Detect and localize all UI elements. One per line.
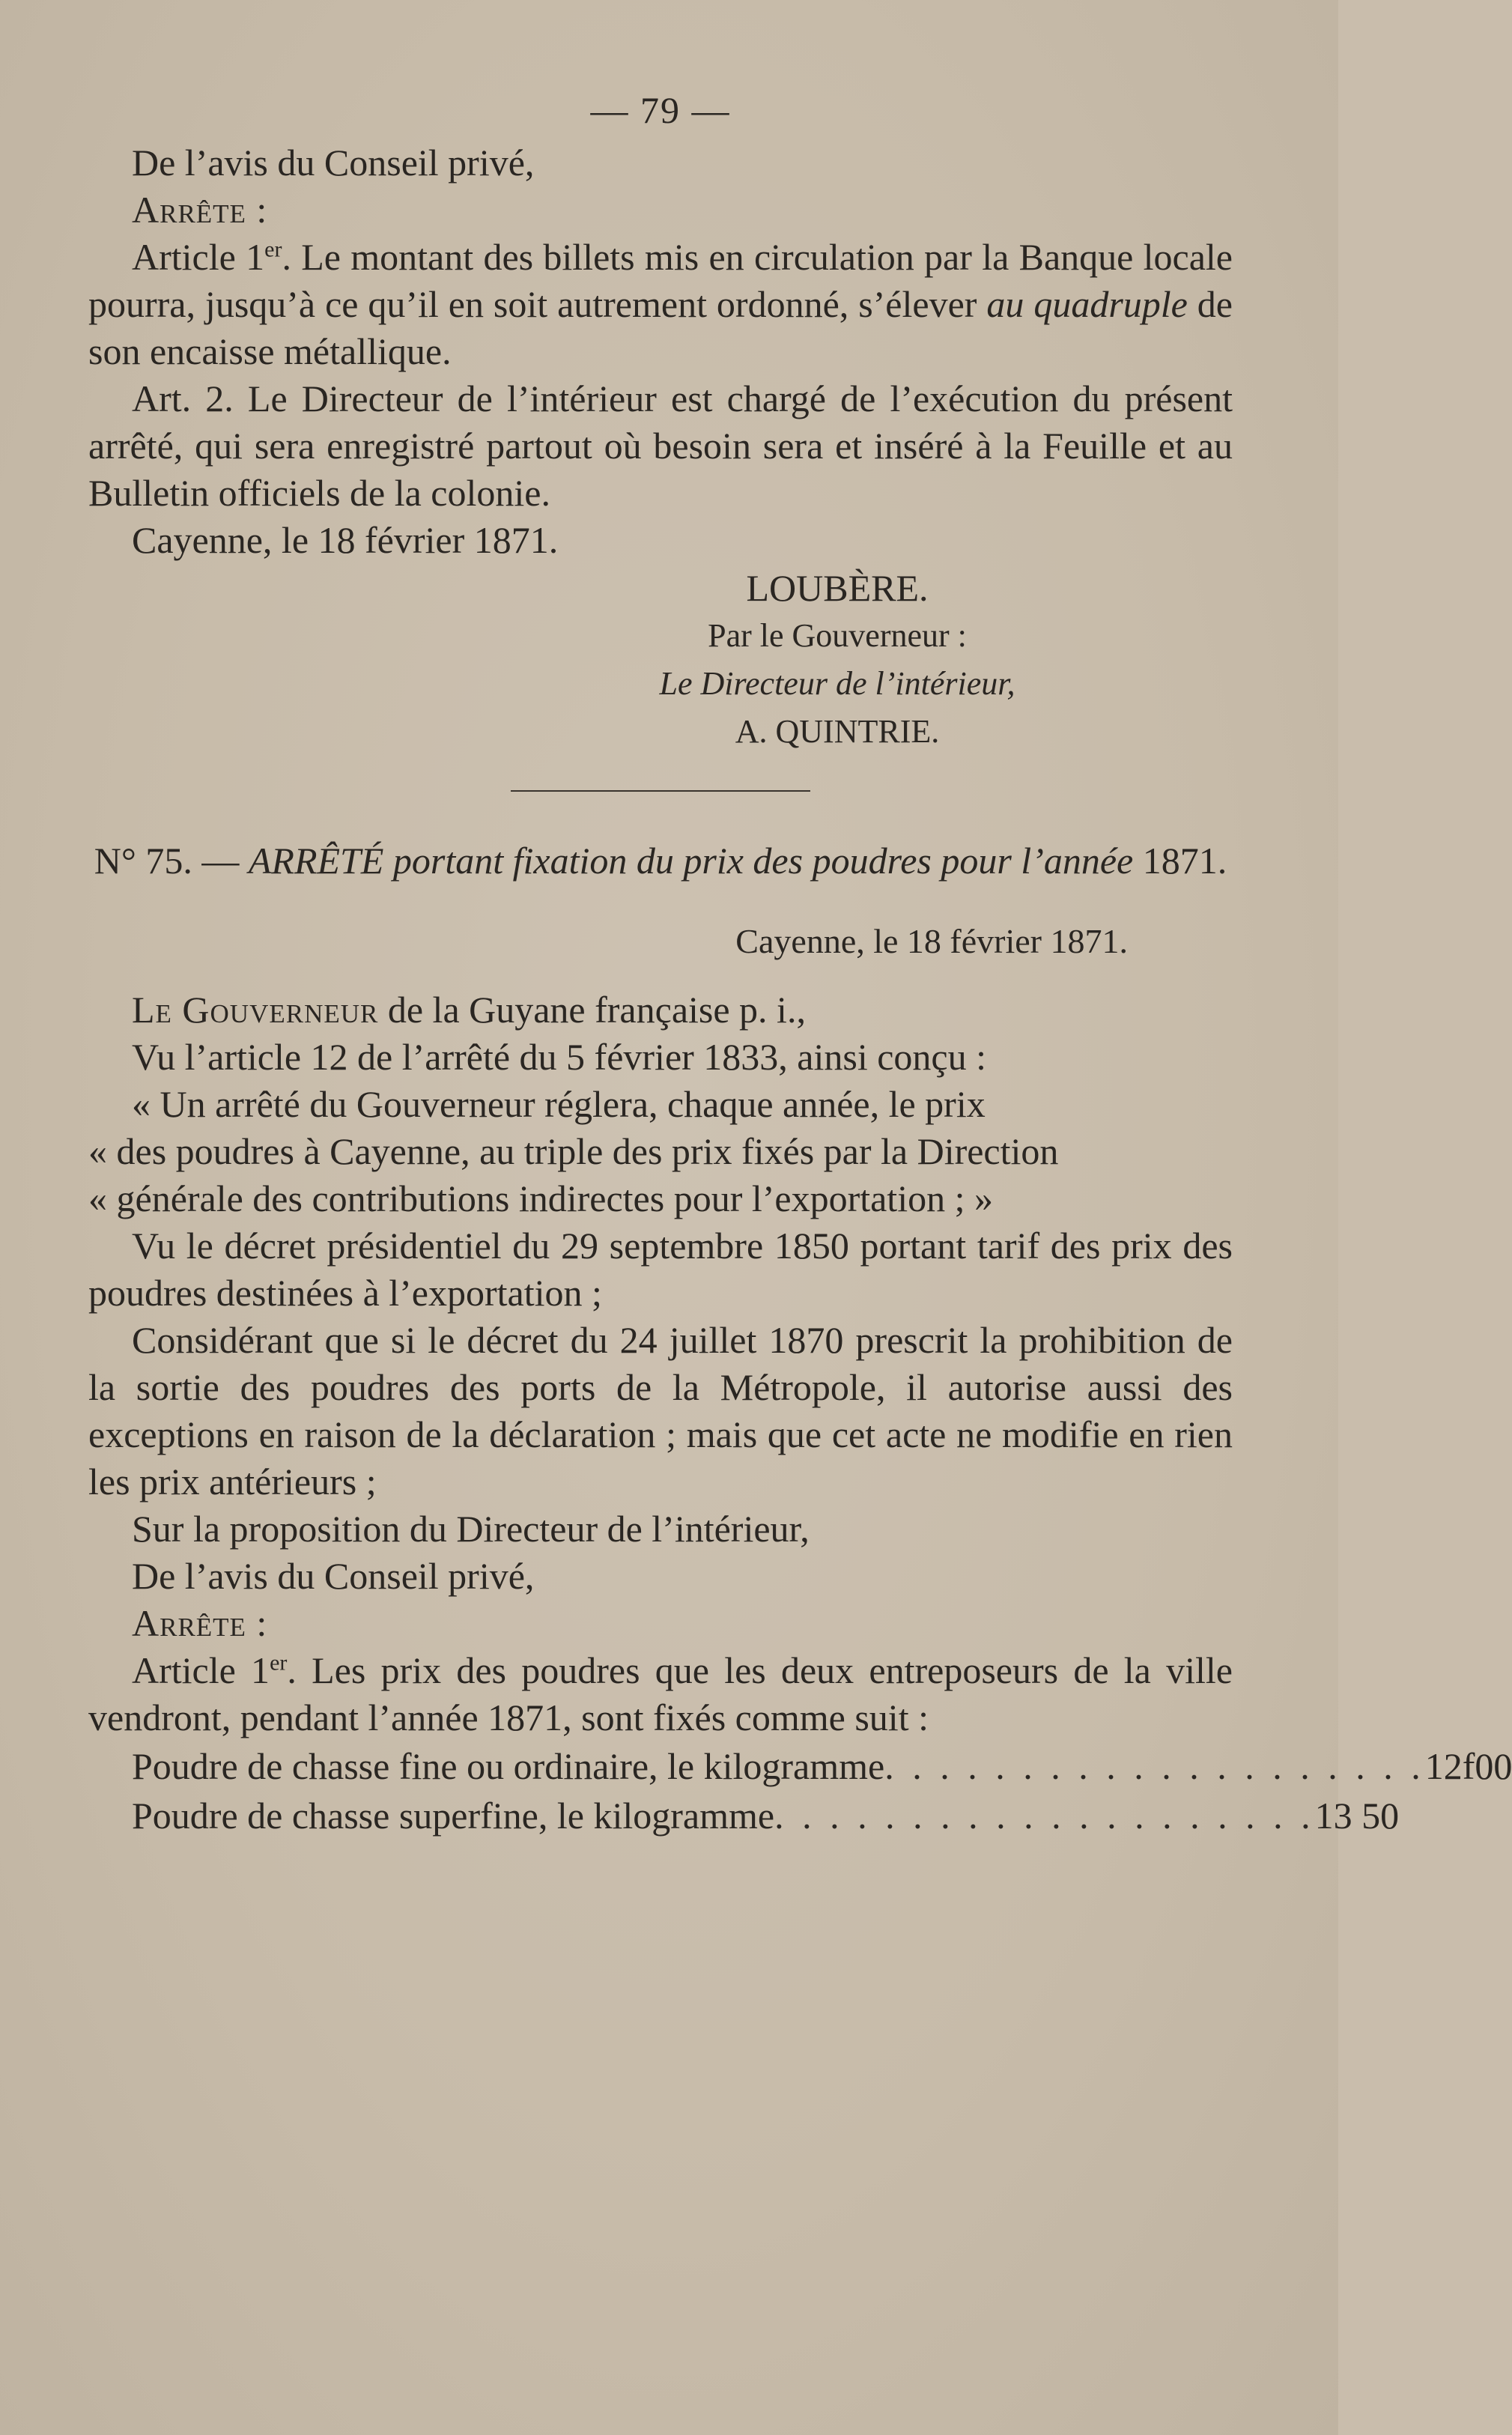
directeur-interieur	[613, 660, 1062, 708]
article-2-paragraph: Art. 2. Le Directeur de l’intérieur est chargé de l’exécution du présent arrêté, qui sera enregistré partout où besoin sera et inséré à la Feuille et au Bulletin officiels de la colonie.	[88, 377, 1233, 514]
price-value: 13 50	[1314, 1795, 1400, 1837]
directeur-italic: Le Directeur de l’intérieur,	[659, 665, 1015, 702]
signature-block	[613, 564, 1062, 756]
section-divider	[511, 790, 810, 792]
signature-loubere: LOUBÈRE.	[746, 567, 929, 609]
arrete-75-article-1-sup: er	[270, 1650, 288, 1676]
gouverneur-rest: de la Guyane française p. i.,	[378, 989, 806, 1031]
article-1-prefix: Article 1	[132, 236, 265, 278]
article-1-text-b: de son encaisse métallique.	[88, 283, 1233, 372]
proposition-line: Sur la proposition du Directeur de l’intérieur,	[132, 1508, 810, 1550]
avis-line-2: De l’avis du Conseil privé,	[132, 1555, 535, 1597]
arrete-75-article-1-prefix: Article 1	[132, 1649, 270, 1691]
gouverneur-sc: Le Gouverneur	[132, 989, 379, 1031]
price-row	[88, 1791, 1400, 1840]
quote-line-2: « des poudres à Cayenne, au triple des prix fixés par la Direction	[88, 1130, 1059, 1172]
vu-decret-1850: Vu le décret présidentiel du 29 septembre 1850 portant tarif des prix des poudres destinées à l’exportation ;	[88, 1225, 1233, 1314]
article-1-sup: er	[264, 237, 282, 262]
price-value: 12f00	[1424, 1745, 1512, 1787]
price-leader: . . . . . . . . . . . . . . . . . . . .	[774, 1795, 1315, 1837]
price-leader: . . . . . . . . . . . . . . . . . . . .	[884, 1745, 1425, 1787]
par-le-gouverneur: Par le Gouverneur :	[708, 617, 967, 654]
arrete-heading-2: Arrête :	[132, 1602, 268, 1644]
article-1-paragraph	[88, 234, 1233, 375]
quote-line-1: « Un arrêté du Gouverneur réglera, chaque année, le prix	[132, 1083, 986, 1125]
top-date: Cayenne, le 18 février 1871.	[132, 519, 559, 561]
arrete-75-title-italic: ARRÊTÉ portant fixation du prix des poudres pour l’année	[248, 840, 1134, 882]
article-1-italic: au quadruple	[986, 283, 1188, 325]
arrete-heading: Arrête :	[132, 189, 268, 231]
vu-article-12: Vu l’article 12 de l’arrêté du 5 février 1833, ainsi conçu :	[132, 1036, 986, 1078]
gouverneur-line	[88, 986, 1233, 1034]
price-label: Poudre de chasse superfine, le kilogramme	[132, 1795, 775, 1837]
price-row	[88, 1741, 1512, 1791]
arrete-75-year: 1871.	[1133, 840, 1227, 882]
arrete-75-article-1	[88, 1647, 1233, 1741]
quote-line-3: « générale des contributions indirectes pour l’exportation ; »	[88, 1177, 993, 1219]
price-list	[88, 1741, 1512, 1840]
arrete-75-title	[88, 837, 1233, 885]
arrete-75-date: Cayenne, le 18 février 1871.	[735, 922, 1128, 960]
price-label: Poudre de chasse fine ou ordinaire, le kilogramme	[132, 1745, 885, 1787]
signature-quintrie: A. QUINTRIE.	[735, 713, 940, 750]
page-content	[88, 88, 1512, 1840]
arrete-75-number: N° 75. —	[94, 840, 249, 882]
page-number: — 79 —	[590, 89, 731, 131]
avis-line: De l’avis du Conseil privé,	[132, 142, 535, 184]
article-1-text-a: . Le montant des billets mis en circulation par la Banque locale pourra, jusqu’à ce qu’il en soit autrement ordonné, s’élever	[88, 236, 1233, 325]
arrete-75-article-1-text: . Les prix des poudres que les deux entreposeurs de la ville vendront, pendant l’année 1871, sont fixés comme suit :	[88, 1649, 1233, 1738]
considerant-paragraph: Considérant que si le décret du 24 juillet 1870 prescrit la prohibition de la sortie des poudres des ports de la Métropole, il autorise aussi des exceptions en raison de la déclaration ; mais que cet acte ne modifie en rien les prix antérieurs ;	[88, 1319, 1233, 1502]
